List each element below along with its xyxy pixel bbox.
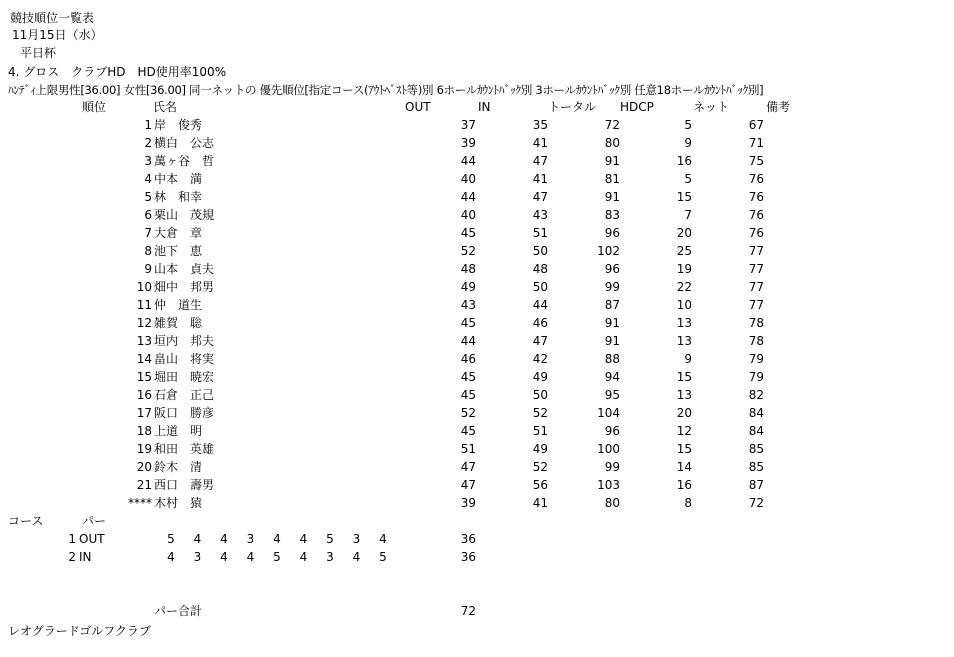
- player-hdcp: 19: [676, 262, 692, 276]
- player-name: 西口 壽男: [154, 478, 215, 492]
- hole-par: 5: [379, 550, 387, 564]
- player-net: 78: [748, 316, 764, 330]
- hole-par: 4: [220, 532, 228, 546]
- column-header-total: トータル: [548, 100, 597, 114]
- player-hdcp: 22: [676, 280, 692, 294]
- player-total: 99: [604, 280, 620, 294]
- player-total: 80: [604, 496, 620, 510]
- player-out: 37: [460, 118, 476, 132]
- player-rank: 20: [136, 460, 152, 474]
- column-header-out: OUT: [405, 100, 431, 114]
- player-name: 大倉 章: [154, 226, 203, 240]
- player-net: 84: [748, 424, 764, 438]
- player-rank: 13: [136, 334, 152, 348]
- player-total: 87: [604, 298, 620, 312]
- player-rank: 2: [144, 136, 152, 150]
- player-out: 44: [460, 190, 476, 204]
- player-rank: 15: [136, 370, 152, 384]
- player-rank: 4: [144, 172, 152, 186]
- player-in: 46: [532, 316, 548, 330]
- column-header-hdcp: HDCP: [620, 100, 654, 114]
- player-in: 43: [532, 208, 548, 222]
- course-number: 2: [68, 550, 76, 564]
- player-in: 47: [532, 334, 548, 348]
- column-header-in: IN: [478, 100, 491, 114]
- hole-par: 4: [220, 550, 228, 564]
- player-out: 47: [460, 478, 476, 492]
- player-net: 79: [748, 370, 764, 384]
- player-hdcp: 5: [684, 172, 692, 186]
- player-total: 103: [597, 478, 620, 492]
- player-hdcp: 16: [676, 154, 692, 168]
- player-net: 77: [748, 298, 764, 312]
- hole-par: 4: [379, 532, 387, 546]
- player-net: 77: [748, 262, 764, 276]
- player-rank: 16: [136, 388, 152, 402]
- handicap-rules: ﾊﾝﾃﾞｨ上限男性[36.00] 女性[36.00] 同一ネットの 優先順位[指定コース(ｱｳﾄﾍﾞｽﾄ等)別 6ホールｶｳﾝﾄﾊﾞｯｸ別 3ホールｶｳﾝﾄﾊﾞｯｸ別 任意18ホールｶｳﾝﾄﾊﾞｯｸ別]: [8, 83, 764, 97]
- player-rank: 8: [144, 244, 152, 258]
- player-in: 44: [532, 298, 548, 312]
- player-net: 67: [748, 118, 764, 132]
- player-name: 山本 貞夫: [154, 262, 215, 276]
- player-out: 45: [460, 226, 476, 240]
- player-in: 48: [532, 262, 548, 276]
- player-hdcp: 10: [676, 298, 692, 312]
- player-name: 垣内 邦夫: [154, 334, 215, 348]
- player-total: 96: [604, 262, 620, 276]
- player-out: 52: [460, 244, 476, 258]
- player-name: 栗山 茂規: [154, 208, 215, 222]
- player-in: 52: [532, 460, 548, 474]
- player-hdcp: 15: [676, 442, 692, 456]
- player-net: 76: [748, 190, 764, 204]
- player-name: 横白 公志: [154, 136, 215, 150]
- player-name: 中本 満: [154, 172, 203, 186]
- player-net: 78: [748, 334, 764, 348]
- hole-par: 3: [246, 532, 255, 546]
- hole-par: 4: [167, 550, 175, 564]
- player-total: 102: [597, 244, 620, 258]
- player-out: 39: [460, 496, 476, 510]
- player-name: 鈴木 清: [154, 460, 203, 474]
- player-hdcp: 12: [676, 424, 692, 438]
- player-out: 48: [460, 262, 476, 276]
- player-net: 82: [748, 388, 764, 402]
- player-total: 72: [604, 118, 620, 132]
- player-in: 49: [532, 370, 548, 384]
- player-out: 52: [460, 406, 476, 420]
- player-in: 42: [532, 352, 548, 366]
- player-rank: 6: [144, 208, 152, 222]
- player-in: 52: [532, 406, 548, 420]
- page-title: 競技順位一覧表: [10, 11, 95, 25]
- player-out: 45: [460, 370, 476, 384]
- player-total: 88: [604, 352, 620, 366]
- player-net: 77: [748, 280, 764, 294]
- course-name: IN: [79, 550, 92, 564]
- player-rank: 1: [144, 118, 152, 132]
- player-net: 72: [748, 496, 764, 510]
- player-total: 94: [604, 370, 620, 384]
- player-name: 木村 猿: [154, 496, 203, 510]
- player-out: 40: [460, 208, 476, 222]
- player-rank: 18: [136, 424, 152, 438]
- player-name: 畑中 邦男: [154, 280, 215, 294]
- player-hdcp: 13: [676, 316, 692, 330]
- player-hdcp: 13: [676, 388, 692, 402]
- player-out: 47: [460, 460, 476, 474]
- player-out: 45: [460, 424, 476, 438]
- player-total: 100: [597, 442, 620, 456]
- player-in: 49: [532, 442, 548, 456]
- player-in: 51: [532, 424, 548, 438]
- player-out: 45: [460, 388, 476, 402]
- player-total: 91: [604, 316, 620, 330]
- player-name: 池下 恵: [154, 244, 203, 258]
- player-in: 41: [532, 496, 548, 510]
- hole-par: 5: [326, 532, 334, 546]
- player-in: 50: [532, 244, 548, 258]
- player-rank: 14: [136, 352, 152, 366]
- column-header-name: 氏名: [153, 100, 178, 114]
- player-in: 35: [532, 118, 548, 132]
- player-hdcp: 15: [676, 370, 692, 384]
- player-total: 91: [604, 190, 620, 204]
- course-total: 36: [460, 550, 476, 564]
- player-hdcp: 14: [676, 460, 692, 474]
- hole-par: 5: [167, 532, 175, 546]
- player-hdcp: 25: [676, 244, 692, 258]
- player-out: 44: [460, 334, 476, 348]
- player-out: 51: [460, 442, 476, 456]
- hole-par: 4: [246, 550, 255, 564]
- player-hdcp: 20: [676, 226, 692, 240]
- player-rank: 7: [144, 226, 152, 240]
- player-hdcp: 9: [684, 136, 692, 150]
- player-net: 87: [748, 478, 764, 492]
- column-header-rank: 順位: [82, 100, 107, 114]
- hole-par: 3: [193, 550, 202, 564]
- player-name: 雑賀 聡: [154, 316, 203, 330]
- player-rank: 11: [136, 298, 152, 312]
- player-total: 99: [604, 460, 620, 474]
- club-name: レオグラードゴルフクラブ: [8, 624, 151, 638]
- event-date: 11月15日（水）: [12, 28, 103, 42]
- player-name: 堀田 暁宏: [154, 370, 215, 384]
- player-total: 96: [604, 226, 620, 240]
- player-rank: 5: [144, 190, 152, 204]
- player-rank: 10: [136, 280, 152, 294]
- player-in: 50: [532, 280, 548, 294]
- hole-par: 4: [352, 550, 361, 564]
- course-name: OUT: [79, 532, 105, 546]
- player-in: 50: [532, 388, 548, 402]
- player-net: 84: [748, 406, 764, 420]
- player-hdcp: 8: [684, 496, 692, 510]
- player-rank: 9: [144, 262, 152, 276]
- player-in: 51: [532, 226, 548, 240]
- player-total: 96: [604, 424, 620, 438]
- player-net: 76: [748, 208, 764, 222]
- player-in: 41: [532, 136, 548, 150]
- player-name: 畠山 将実: [154, 352, 215, 366]
- player-net: 77: [748, 244, 764, 258]
- player-net: 85: [748, 442, 764, 456]
- player-out: 40: [460, 172, 476, 186]
- player-total: 80: [604, 136, 620, 150]
- player-rank: 17: [136, 406, 152, 420]
- hole-par: 4: [299, 550, 308, 564]
- player-total: 91: [604, 154, 620, 168]
- player-name: 仲 道生: [154, 298, 203, 312]
- column-header-net: ネット: [693, 100, 730, 114]
- player-name: 上道 明: [154, 424, 203, 438]
- player-out: 43: [460, 298, 476, 312]
- player-hdcp: 7: [684, 208, 692, 222]
- player-net: 76: [748, 172, 764, 186]
- player-name: 和田 英雄: [154, 442, 215, 456]
- player-out: 45: [460, 316, 476, 330]
- player-name: 林 和幸: [154, 190, 203, 204]
- player-hdcp: 13: [676, 334, 692, 348]
- player-hdcp: 9: [684, 352, 692, 366]
- player-total: 95: [604, 388, 620, 402]
- player-net: 79: [748, 352, 764, 366]
- player-name: 岸 俊秀: [154, 118, 203, 132]
- player-in: 41: [532, 172, 548, 186]
- player-rank: ****: [128, 496, 152, 510]
- player-in: 56: [532, 478, 548, 492]
- hole-par: 4: [273, 532, 281, 546]
- player-net: 76: [748, 226, 764, 240]
- player-out: 39: [460, 136, 476, 150]
- hole-par: 3: [326, 550, 334, 564]
- player-out: 49: [460, 280, 476, 294]
- player-hdcp: 15: [676, 190, 692, 204]
- player-rank: 3: [144, 154, 152, 168]
- par-total-value: 72: [460, 604, 476, 618]
- player-hdcp: 20: [676, 406, 692, 420]
- player-rank: 19: [136, 442, 152, 456]
- player-total: 81: [604, 172, 620, 186]
- column-header-note: 備考: [766, 100, 791, 114]
- player-name: 萬ヶ谷 哲: [154, 154, 215, 168]
- course-number: 1: [68, 532, 76, 546]
- player-rank: 21: [136, 478, 152, 492]
- par-label: パー: [82, 514, 107, 528]
- player-rank: 12: [136, 316, 152, 330]
- player-total: 91: [604, 334, 620, 348]
- hole-par: 5: [273, 550, 281, 564]
- player-total: 83: [604, 208, 620, 222]
- player-total: 104: [597, 406, 620, 420]
- hole-par: 3: [352, 532, 361, 546]
- hole-par: 4: [193, 532, 202, 546]
- course-label: コース: [8, 514, 44, 528]
- player-in: 47: [532, 154, 548, 168]
- event-name: 平日杯: [20, 46, 57, 60]
- scoring-format: 4. グロス クラブHD HD使用率100%: [8, 65, 227, 79]
- player-name: 石倉 正己: [154, 388, 215, 402]
- player-net: 75: [748, 154, 764, 168]
- course-total: 36: [460, 532, 476, 546]
- player-hdcp: 5: [684, 118, 692, 132]
- par-total-label: パー合計: [154, 604, 203, 618]
- player-out: 44: [460, 154, 476, 168]
- player-net: 85: [748, 460, 764, 474]
- player-out: 46: [460, 352, 476, 366]
- player-hdcp: 16: [676, 478, 692, 492]
- hole-par: 4: [299, 532, 308, 546]
- player-in: 47: [532, 190, 548, 204]
- player-name: 阪口 勝彦: [154, 406, 215, 420]
- player-net: 71: [748, 136, 764, 150]
